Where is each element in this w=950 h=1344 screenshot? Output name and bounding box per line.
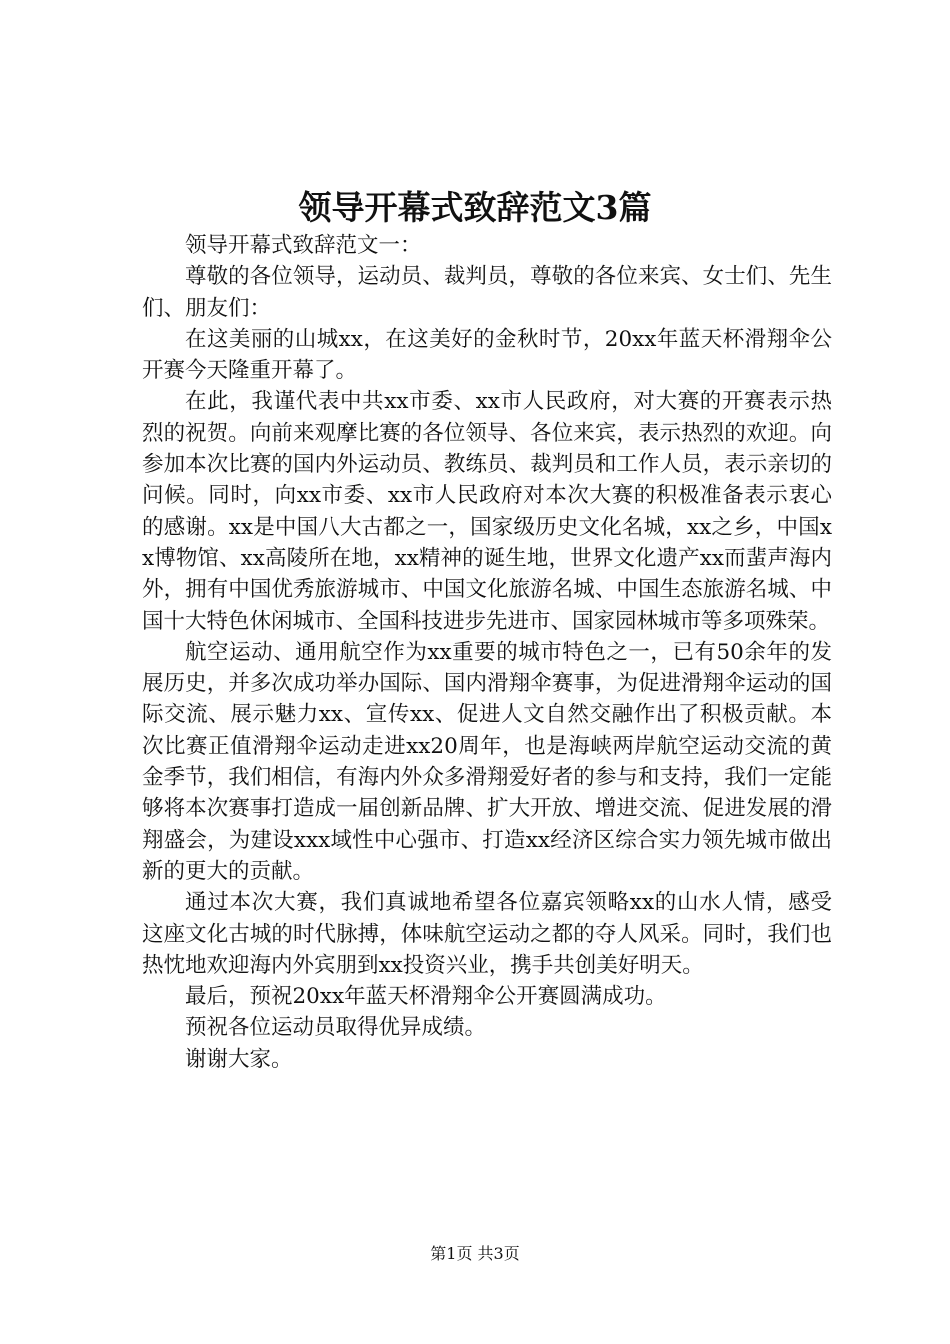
paragraph-aviation: 航空运动、通用航空作为xx重要的城市特色之一，已有50余年的发展历史，并多次成功举办国际、国内滑翔伞赛事，为促进滑翔伞运动的国际交流、展示魅力xx、宣传xx、促进人文自然交融作出了积极贡献。本次比赛正值滑翔伞运动走进xx20周年，也是海峡两岸航空运动交流的黄金季节，我们相信，有海内外众多滑翔爱好者的参与和支持，我们一定能够将本次赛事打造成一届创新品牌、扩大开放、增进交流、促进发展的滑翔盛会，为建设xxx域性中心强市、打造xx经济区综合实力领先城市做出新的更大的贡献。	[142, 639, 832, 884]
document-title: 领导开幕式致辞范文3篇	[298, 188, 652, 227]
paragraph-congratulations: 在此，我谨代表中共xx市委、xx市人民政府，对大赛的开赛表示热烈的祝贺。向前来观摩比赛的各位领导、各位来宾，表示热烈的欢迎。向参加本次比赛的国内外运动员、教练员、裁判员和工作人员，表示亲切的问候。同时，向xx市委、xx市人民政府对本次大赛的积极准备表示衷心的感谢。xx是中国八大古都之一，国家级历史文化名城，xx之乡，中国xx博物馆、xx高陵所在地，xx精神的诞生地，世界文化遗产xx而蜚声海内外，拥有中国优秀旅游城市、中国文化旅游名城、中国生态旅游名城、中国十大特色休闲城市、全国科技进步先进市、国家园林城市等多项殊荣。	[142, 389, 832, 634]
paragraph-wish-success: 最后，预祝20xx年蓝天杯滑翔伞公开赛圆满成功。	[185, 984, 667, 1010]
page-number-footer: 第1页 共3页	[430, 1244, 520, 1263]
paragraph-opening: 在这美丽的山城xx，在这美好的金秋时节，20xx年蓝天杯滑翔伞公开赛今天隆重开幕了。	[142, 326, 832, 384]
paragraph-heading: 领导开幕式致辞范文一：	[185, 233, 422, 258]
paragraph-salutation: 尊敬的各位领导，运动员、裁判员，尊敬的各位来宾、女士们、先生们、朋友们：	[142, 264, 832, 321]
paragraph-wish-athletes: 预祝各位运动员取得优异成绩。	[185, 1015, 487, 1041]
paragraph-thanks: 谢谢大家。	[185, 1046, 293, 1072]
document-body	[142, 230, 832, 1075]
paragraph-hopes: 通过本次大赛，我们真诚地希望各位嘉宾领略xx的山水人情，感受这座文化古城的时代脉搏，体味航空运动之都的夺人风采。同时，我们也热忱地欢迎海内外宾朋到xx投资兴业，携手共创美好明天。	[142, 890, 832, 978]
